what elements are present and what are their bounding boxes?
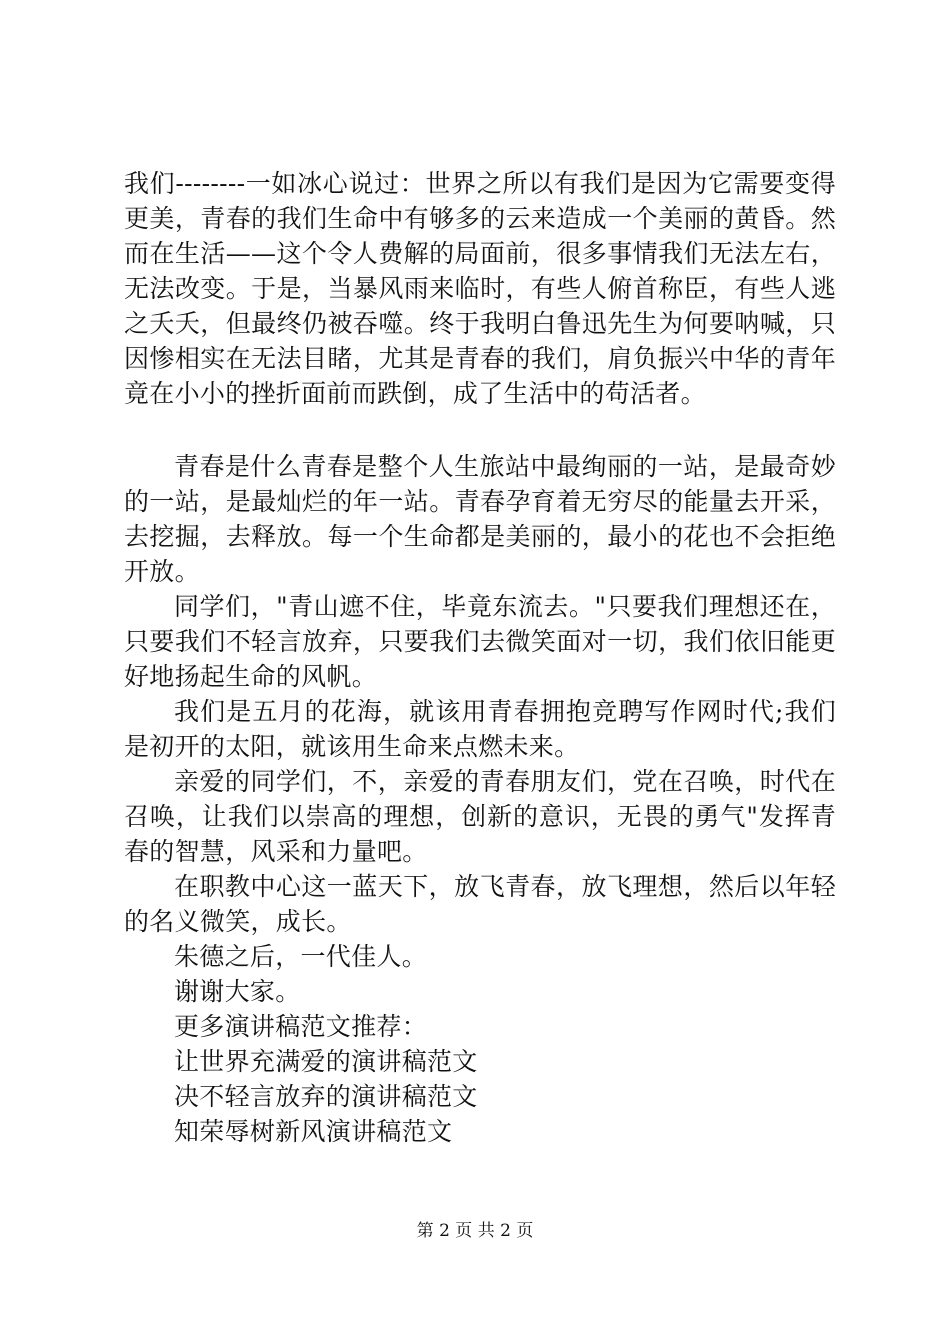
paragraph-intro: 我们--------一如冰心说过：世界之所以有我们是因为它需要变得更美，青春的我们生命中有够多的云来造成一个美丽的黄昏。然而在生活——这个令人费解的局面前，很多事情我们无法左右，无法改变。于是，当暴风雨来临时，有些人俯首称臣，有些人逃之夭夭，但最终仍被吞噬。终于我明白鲁迅先生为何要呐喊，只因惨相实在无法目睹，尤其是青春的我们，肩负振兴中华的青年竟在小小的挫折面前而跌倒，成了生活中的苟活者。: [124, 169, 836, 408]
sample-link-love[interactable]: 让世界充满爱的演讲稿范文: [174, 1047, 478, 1076]
sample-link-honor[interactable]: 知荣辱树新风演讲稿范文: [174, 1117, 453, 1146]
paragraph-youth: 青春是什么青春是整个人生旅站中最绚丽的一站，是最奇妙的一站，是最灿烂的年一站。青春孕育着无穷尽的能量去开采，去挖掘，去释放。每一个生命都是美丽的，最小的花也不会拒绝开放。: [124, 452, 836, 586]
paragraph-flower-sea: 我们是五月的花海，就该用青春拥抱竞聘写作网时代;我们是初开的太阳，就该用生命来点燃未来。: [124, 697, 836, 761]
more-samples-heading: 更多演讲稿范文推荐：: [174, 1012, 428, 1041]
paragraph-blue-sky: 在职教中心这一蓝天下，放飞青春，放飞理想，然后以年轻的名义微笑，成长。: [124, 872, 836, 936]
paragraph-gap: [124, 411, 836, 449]
sample-link-never-give-up[interactable]: 决不轻言放弃的演讲稿范文: [174, 1082, 478, 1111]
paragraph-thanks: 谢谢大家。: [174, 977, 301, 1006]
paragraph-classmates: 同学们，"青山遮不住，毕竟东流去。"只要我们理想还在，只要我们不轻言放弃，只要我们去微笑面对一切，我们依旧能更好地扬起生命的风帆。: [124, 592, 836, 691]
document-body: [124, 166, 836, 1149]
page-number-footer: 第 2 页 共 2 页: [416, 1221, 534, 1241]
paragraph-zhude: 朱德之后，一代佳人。: [174, 942, 428, 971]
paragraph-call: 亲爱的同学们，不，亲爱的青春朋友们，党在召唤，时代在召唤，让我们以崇高的理想，创新的意识，无畏的勇气"发挥青春的智慧，风采和力量吧。: [124, 767, 836, 866]
